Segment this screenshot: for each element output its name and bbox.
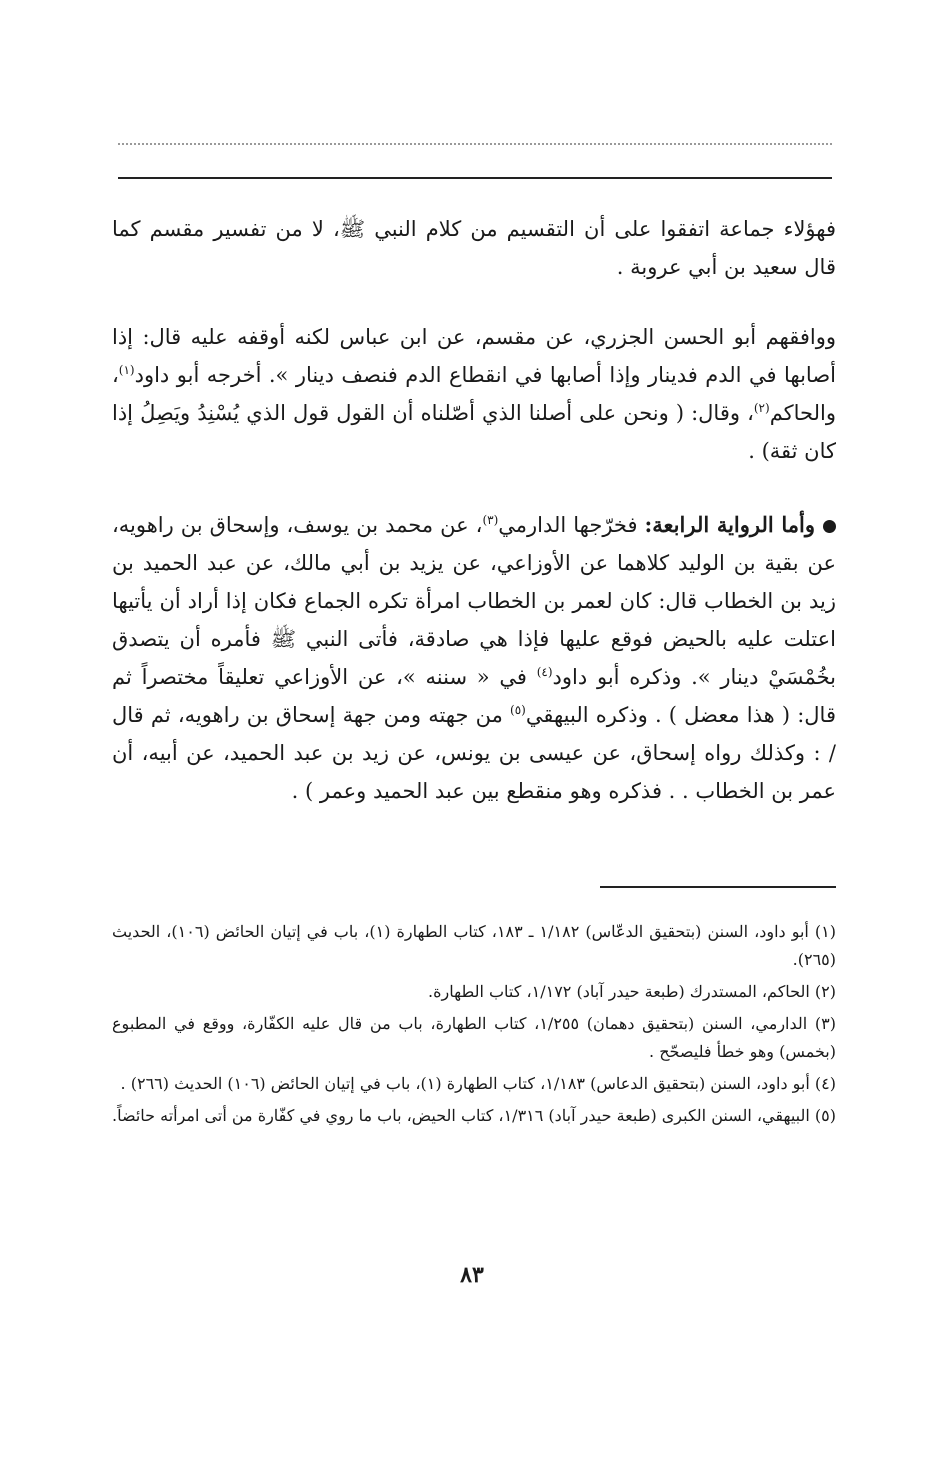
footnote-5: (٥) البيهقي، السنن الكبرى (طبعة حيدر آباد) ١/٣١٦، كتاب الحيض، باب ما روي في كفّارة من أتى امرأته حائضاً. bbox=[111, 1106, 836, 1125]
paragraph-3-part-2: ، عن محمد بن يوسف، وإسحاق بن راهويه، عن بقية بن الوليد كلاهما عن الأوزاعي، عن يزيد بن أبي مالك، عن عبد الحميد بن زيد بن الخطاب قال: كان لعمر بن الخطاب امرأة تكره الجماع فكان إذا أراد أن يأتيها اعتلت عليه بالحيض فوقع عليها فإذا هي صادقة، فأتى النبي ﷺ فأمره أن يتصدق بخُمْسَيْ دينار ». وذكره أبو داود bbox=[112, 513, 836, 689]
footnote-ref-4[interactable]: (٤) bbox=[536, 665, 553, 679]
header-dotted-rule bbox=[118, 143, 832, 145]
footnote-ref-1[interactable]: (١) bbox=[118, 363, 135, 377]
footnotes bbox=[112, 918, 836, 1134]
paragraph-2-start: ووافقهم أبو الحسن الجزري، عن مقسم، عن ابن عباس لكنه أوقفه عليه قال: إذا أصابها في الدم فدينار وإذا أصابها في انقطاع الدم فنصف دينار ». أخرجه أبو داود bbox=[112, 325, 836, 387]
paragraph-3-part-1: فخرّجها الدارمي bbox=[498, 513, 645, 537]
footnote-ref-3[interactable]: (٣) bbox=[482, 513, 499, 527]
paragraph-3-part-3: في « سننه »، عن الأوزاعي تعليقاً مختصراً ثم قال: ( هذا معضل ) . وذكره البيهقي bbox=[112, 665, 836, 727]
footnote-ref-2[interactable]: (٢) bbox=[753, 401, 770, 415]
footnote-2: (٢) الحاكم، المستدرك (طبعة حيدر آباد) ١/١٧٢، كتاب الطهارة. bbox=[428, 982, 836, 1001]
paragraph-2-mid: ، والحاكم bbox=[112, 363, 836, 425]
paragraph-3-text bbox=[112, 506, 836, 810]
footnote-1: (١) أبو داود، السنن (بتحقيق الدعّاس) ١/١٨٢ ـ ١٨٣، كتاب الطهارة (١)، باب في إتيان الحائض (١٠٦)، الحديث (٢٦٥). bbox=[112, 922, 837, 969]
page-number: ٨٣ bbox=[460, 1262, 484, 1288]
header-solid-rule bbox=[118, 177, 832, 179]
section-lead: وأما الرواية الرابعة: bbox=[644, 512, 815, 537]
footnote-4: (٤) أبو داود، السنن (بتحقيق الدعاس) ١/١٨٣، كتاب الطهارة (١)، باب في إتيان الحائض (١٠٦) الحديث (٢٦٦) . bbox=[120, 1074, 836, 1093]
paragraph-2-text bbox=[112, 318, 836, 470]
paragraph-1-text: فهؤلاء جماعة اتفقوا على أن التقسيم من كلام النبي ﷺ، لا من تفسير مقسم كما قال سعيد بن أبي عروبة . bbox=[112, 217, 837, 279]
paragraph-2 bbox=[112, 318, 836, 470]
footnote-ref-5[interactable]: (٥) bbox=[510, 703, 526, 717]
paragraph-1 bbox=[112, 210, 836, 286]
paragraph-3 bbox=[112, 506, 836, 810]
footnote-separator bbox=[600, 886, 836, 888]
footnote-3: (٣) الدارمي، السنن (بتحقيق دهمان) ١/٢٥٥، كتاب الطهارة، باب من قال عليه الكفّارة، ووقع في المطبوع (بخمس) وهو خطأ فليصحّح . bbox=[112, 1014, 837, 1061]
bullet-icon bbox=[823, 520, 836, 533]
paragraph-3-part-4: من جهته ومن جهة إسحاق بن راهويه، ثم قال / : وكذلك رواه إسحاق، عن عيسى بن يونس، عن زيد بن عبد الحميد، عن أبيه، أن عمر بن الخطاب . . فذكره وهو منقطع بين عبد الحميد وعمر ) . bbox=[112, 703, 836, 803]
paragraph-2-end: ، وقال: ( ونحن على أصلنا الذي أصّلناه أن القول قول الذي يُسْنِدُ ويَصِلُ إذا كان ثقة) . bbox=[112, 401, 836, 463]
